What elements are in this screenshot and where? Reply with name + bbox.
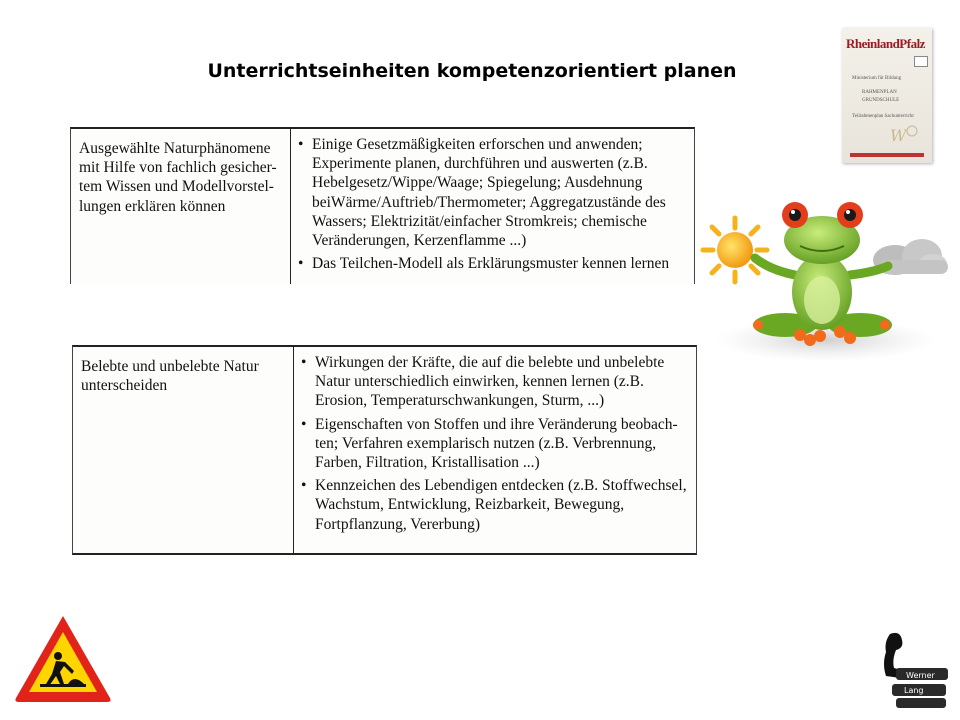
list-item: • Eigenschaften von Stoffen und ihre Veränderung beobach-ten; Verfahren exemplarisch nutzen (z.B. Verbrennung, Farben, Filtration, Kristallisation ...) [301,415,692,473]
book-line-2: RAHMENPLAN [862,90,897,95]
book-line-1: Ministerium für Bildung [852,76,902,81]
list-item: • Wirkungen der Kräfte, die auf die belebte und unbelebte Natur unterschiedlich einwirken, kennen lernen (z.B. Erosion, Temperaturschwankungen, Sturm, ...) [301,353,692,411]
curriculum-table-2 [72,345,697,555]
rahmenplan-book-cover [842,28,932,163]
book-line-4: Teilrahmenplan Sachunterricht [852,114,914,119]
svg-text:W: W [890,126,907,145]
book-line-3: GRUNDSCHULE [862,98,900,103]
curriculum-table-1 [70,127,695,284]
table1-right-cell [292,129,694,284]
table2-left-cell [73,347,294,553]
book-brand: RheinlandPfalz [846,36,925,51]
book-footer-bar [850,153,924,157]
list-item: • Kennzeichen des Lebendigen entdecken (z.B. Stoffwechsel, Wachstum, Entwicklung, Reizbarkeit, Bewegung, Fortpflanzung, Vererbung) [301,476,692,534]
page-title: Unterrichtseinheiten kompetenzorientiert planen [207,60,737,82]
table2-list [301,353,692,538]
table2-competence: Belebte und unbelebte Natur unterscheiden [81,358,259,395]
thinker-logo-icon [878,630,950,710]
list-item: • Einige Gesetzmäßigkeiten erforschen und anwenden; Experimente planen, durchführen und auswerten (z.B. Hebelgesetz/Wippe/Waage; Spiegelung; Ausdehnung beiWärme/Auftrieb/Thermometer; Aggregatzustände des Wassers; Elektrizität/einfacher Stromkreis; chemische Veränderungen, Kerzenflamme ...) [298,135,690,250]
book-seal-icon [914,56,928,67]
logo-name-2: Lang [904,686,924,695]
frog-illustration [700,180,950,370]
sun-icon [703,218,767,282]
table1-left-cell [71,129,291,284]
construction-sign-icon [12,612,114,704]
table1-list [298,135,690,277]
table1-competence: Ausgewählte Naturphänomene mit Hilfe von fachlich gesicher-tem Wissen und Modellvorstel-lungen erklären können [79,140,277,215]
list-item: • Das Teilchen-Modell als Erklärungsmuster kennen lernen [298,254,690,273]
book-logo-icon [888,123,918,147]
table2-right-cell [295,347,696,553]
logo-name-1: Werner [906,671,935,680]
